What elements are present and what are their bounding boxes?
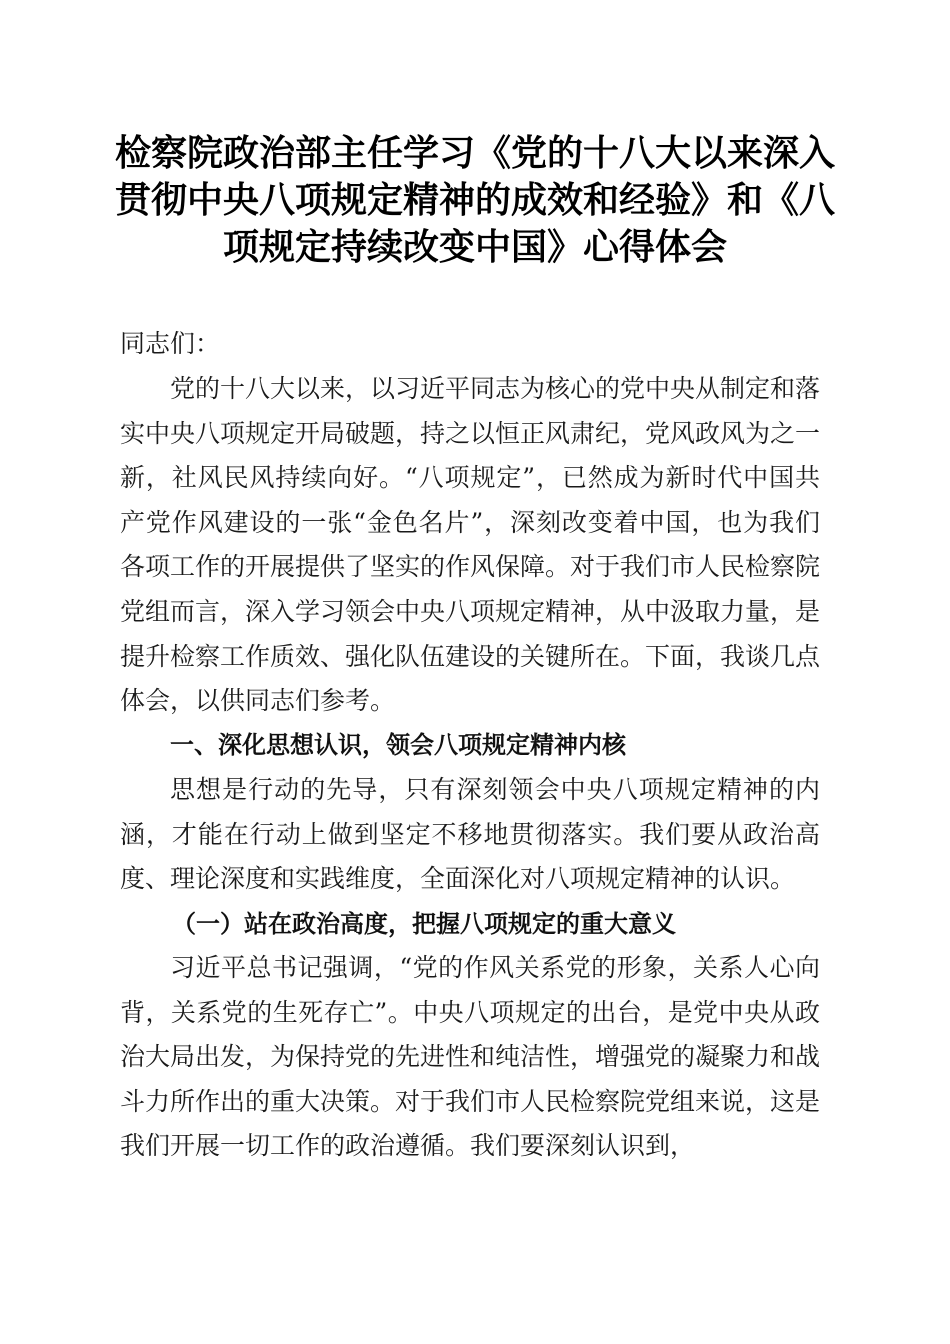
paragraph-intro: 党的十八大以来，以习近平同志为核心的党中央从制定和落实中央八项规定开局破题，持之以恒正风肃纪，党风政风为之一新，社风民风持续向好。“八项规定”，已然成为新时代中国共产党作风建设的一张“金色名片”，深刻改变着中国，也为我们各项工作的开展提供了坚实的作风保障。对于我们市人民检察院党组而言，深入学习领会中央八项规定精神，从中汲取力量，是提升检察工作质效、强化队伍建设的关键所在。下面，我谈几点体会，以供同志们参考。	[120, 374, 821, 716]
paragraph-subsection-1: 习近平总书记强调，“党的作风关系党的形象，关系人心向背，关系党的生死存亡”。中央八项规定的出台，是党中央从政治大局出发，为保持党的先进性和纯洁性，增强党的凝聚力和战斗力所作出的重大决策。对于我们市人民检察院党组来说，这是我们开展一切工作的政治遵循。我们要深刻认识到，	[120, 953, 821, 1161]
paragraph-section-1: 思想是行动的先导，只有深刻领会中央八项规定精神的内涵，才能在行动上做到坚定不移地贯彻落实。我们要从政治高度、理论深度和实践维度，全面深化对八项规定精神的认识。	[120, 775, 820, 894]
salutation: 同志们：	[120, 329, 221, 358]
subsection-heading-1: （一）站在政治高度，把握八项规定的重大意义	[172, 909, 676, 938]
document-title: 检察院政治部主任学习《党的十八大以来深入贯彻中央八项规定精神的成效和经验》和《八项规定持续改变中国》心得体会	[114, 132, 835, 268]
section-heading-1: 一、深化思想认识，领会八项规定精神内核	[170, 731, 626, 759]
